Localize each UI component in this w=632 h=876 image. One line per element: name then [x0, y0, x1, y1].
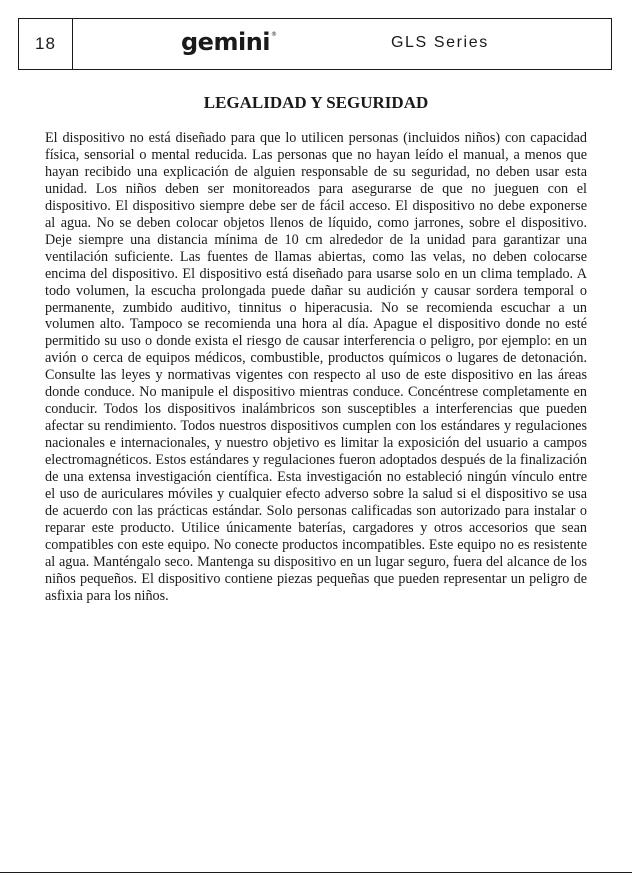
- legal-safety-paragraph: El dispositivo no está diseñado para que lo utilicen personas (incluidos niños) con capacidad física, sensorial o mental reducida. Las personas que no hayan leído el manual, a menos que hayan recibido una explicación de alguien responsable de su seguridad, no deben usar esta unidad. Los niños deben ser monitoreados para asegurarse de que no jueguen con el dispositivo. El dispositivo siempre debe ser de fácil acceso. El dispositivo no debe exponerse al agua. No se deben colocar objetos llenos de líquido, como jarrones, sobre el dispositivo. Deje siempre una distancia mínima de 10 cm alrededor de la unidad para garantizar una ventilación suficiente. Las fuentes de llamas abiertas, como las velas, no deben colocarse encima del dispositivo. El dispositivo está diseñado para usarse solo en un clima templado. A todo volumen, la escucha prolongada puede dañar su audición y causar sordera temporal o permanente, zumbido auditivo, tinnitus o hiperacusia. No se recomienda escuchar a un volumen alto. Tampoco se recomienda una hora al día. Apague el dispositivo donde no esté permitido su uso o donde exista el riesgo de causar interferencia o peligro, por ejemplo: en un avión o cerca de equipos médicos, combustible, productos químicos o lugares de detonación. Consulte las leyes y normativas vigentes con respecto al uso de este dispositivo en las áreas donde conduce. No manipule el dispositivo mientras conduce. Concéntrese completamente en conducir. Todos los dispositivos inalámbricos son susceptibles a interferencias que pueden afectar su rendimiento. Todos nuestros dispositivos cumplen con los estándares y regulaciones nacionales e internacionales, y nuestro objetivo es limitar la exposición del usuario a campos electromagnéticos. Estos estándares y regulaciones fueron adoptados después de la finalización de una extensa investigación científica. Esta investigación no estableció ningún vínculo entre el uso de auriculares móviles y cualquier efecto adverso sobre la salud si el dispositivo se usa de acuerdo con las prácticas estándar. Solo personas calificadas son autorizado para instalar o reparar este producto. Utilice únicamente baterías, cargadores y otros accesorios que sean compatibles con este equipo. No conecte productos incompatibles. Este equipo no es resistente al agua. Manténgalo seco. Mantenga su dispositivo en un lugar seguro, fuera del alcance de los niños pequeños. El dispositivo contiene piezas pequeñas que pueden representar un peligro de asfixia para los niños.: [45, 130, 587, 604]
- series-name: GLS Series: [391, 34, 489, 51]
- page-header: [18, 18, 612, 70]
- registered-mark: ®: [271, 31, 277, 38]
- footer-divider: [0, 872, 632, 873]
- gemini-logo: [181, 30, 277, 54]
- section-title: LEGALIDAD Y SEGURIDAD: [203, 93, 429, 112]
- page-number: 18: [19, 19, 73, 69]
- brand-name: gemini: [181, 28, 271, 56]
